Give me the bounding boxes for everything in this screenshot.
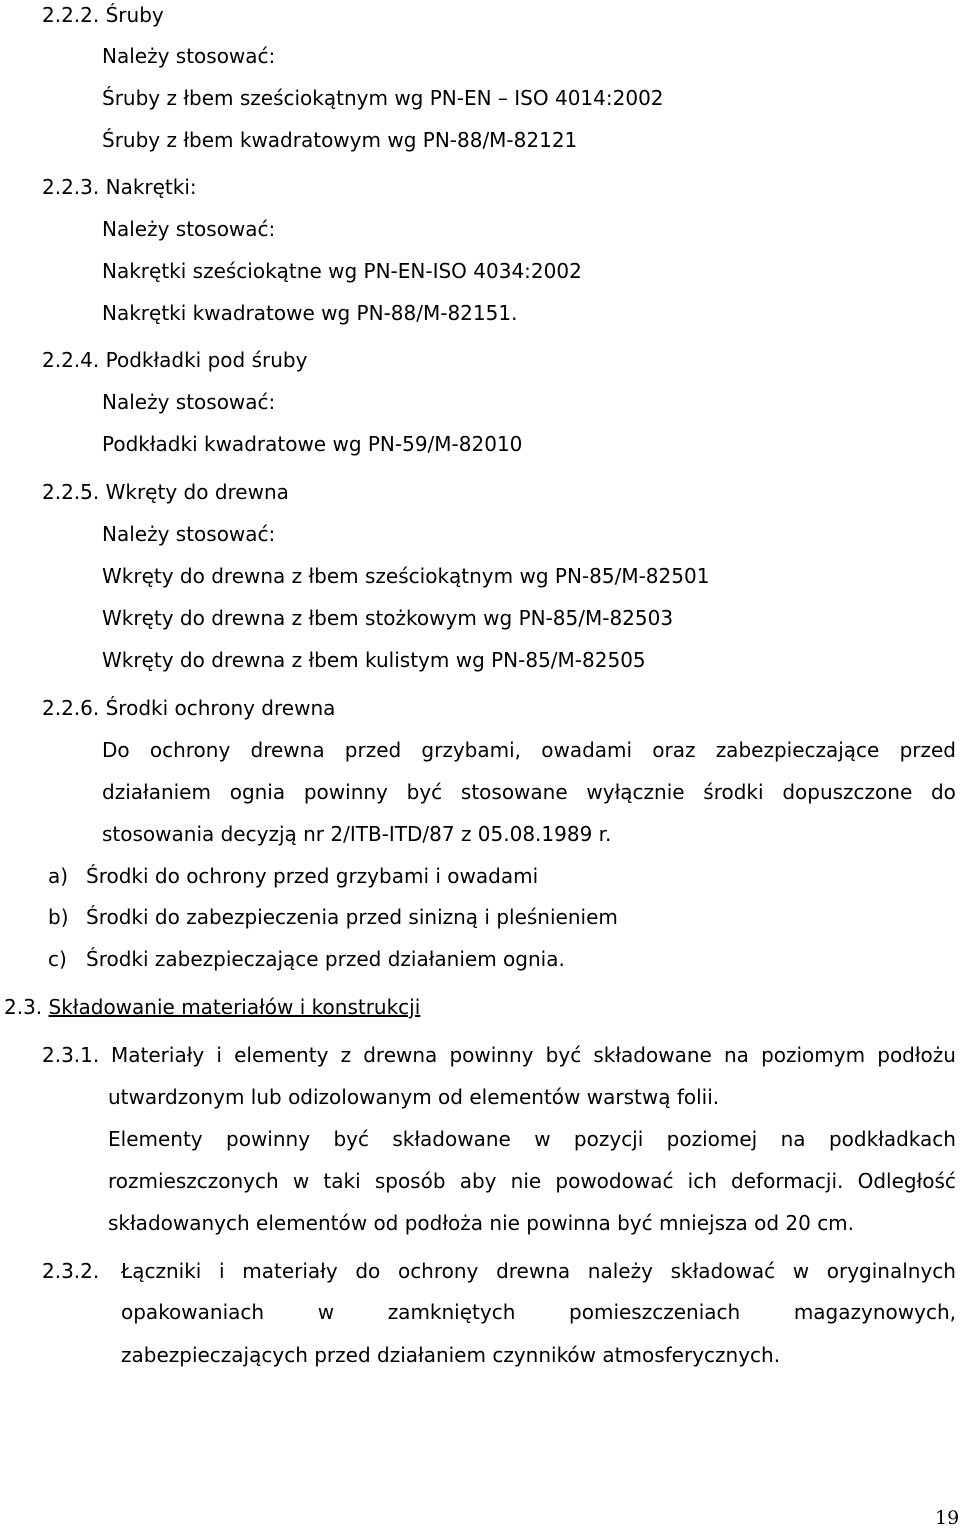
lead-text: Należy stosować: [102, 390, 276, 414]
heading-2-2-3: 2.2.3. Nakrętki: [42, 175, 197, 199]
list-item: Śruby z łbem sześciokątnym wg PN-EN – ISO 4014:2002 [102, 86, 664, 110]
list-item: Nakrętki sześciokątne wg PN-EN-ISO 4034:2002 [102, 259, 582, 283]
lead-text: Należy stosować: [102, 44, 276, 68]
heading-2-2-6: 2.2.6. Środki ochrony drewna [42, 696, 336, 720]
list-marker: c) [48, 947, 67, 971]
paragraph-line: Elementy powinny być składowane w pozycji poziomej na podkładkach [108, 1127, 956, 1151]
paragraph-line: utwardzonym lub odizolowanym od elementów warstwą folii. [108, 1085, 720, 1109]
heading-2-3 [4, 995, 420, 1019]
list-item: Środki do zabezpieczenia przed sinizną i pleśnieniem [86, 905, 618, 929]
paragraph-line: składowanych elementów od podłoża nie powinna być mniejsza od 20 cm. [108, 1211, 855, 1235]
heading-2-2-4: 2.2.4. Podkładki pod śruby [42, 348, 308, 372]
section-title: Składowanie materiałów i konstrukcji [48, 995, 421, 1019]
list-item: Środki zabezpieczające przed działaniem ognia. [86, 947, 565, 971]
paragraph-line: Łączniki i materiały do ochrony drewna należy składować w oryginalnych [121, 1259, 956, 1283]
heading-2-2-5: 2.2.5. Wkręty do drewna [42, 480, 289, 504]
list-item: Wkręty do drewna z łbem sześciokątnym wg PN-85/M-82501 [102, 564, 710, 588]
list-item: Wkręty do drewna z łbem kulistym wg PN-85/M-82505 [102, 648, 646, 672]
lead-text: Należy stosować: [102, 522, 276, 546]
list-marker: b) [48, 905, 69, 929]
paragraph-line: rozmieszczonych w taki sposób aby nie powodować ich deformacji. Odległość [108, 1169, 956, 1193]
paragraph-line: działaniem ognia powinny być stosowane wyłącznie środki dopuszczone do [102, 780, 956, 804]
paragraph-line: Do ochrony drewna przed grzybami, owadami oraz zabezpieczające przed [102, 738, 956, 762]
page-number: 19 [935, 1507, 960, 1529]
paragraph-line: Materiały i elementy z drewna powinny być składowane na poziomym podłożu [111, 1043, 956, 1067]
list-item: Śruby z łbem kwadratowym wg PN-88/M-82121 [102, 128, 578, 152]
section-number: 2.3.1. [42, 1043, 100, 1067]
list-item: Podkładki kwadratowe wg PN-59/M-82010 [102, 432, 523, 456]
paragraph-line: zabezpieczających przed działaniem czynników atmosferycznych. [121, 1343, 781, 1367]
list-item: Środki do ochrony przed grzybami i owadami [86, 864, 539, 888]
heading-2-2-2: 2.2.2. Śruby [42, 3, 164, 27]
list-item: Wkręty do drewna z łbem stożkowym wg PN-85/M-82503 [102, 606, 674, 630]
section-number: 2.3. [4, 995, 43, 1019]
list-item: Nakrętki kwadratowe wg PN-88/M-82151. [102, 301, 518, 325]
paragraph-line: stosowania decyzją nr 2/ITB-ITD/87 z 05.08.1989 r. [102, 822, 612, 846]
section-number: 2.3.2. [42, 1259, 100, 1283]
lead-text: Należy stosować: [102, 217, 276, 241]
paragraph-line: opakowaniach w zamkniętych pomieszczeniach magazynowych, [121, 1300, 956, 1324]
list-marker: a) [48, 864, 69, 888]
